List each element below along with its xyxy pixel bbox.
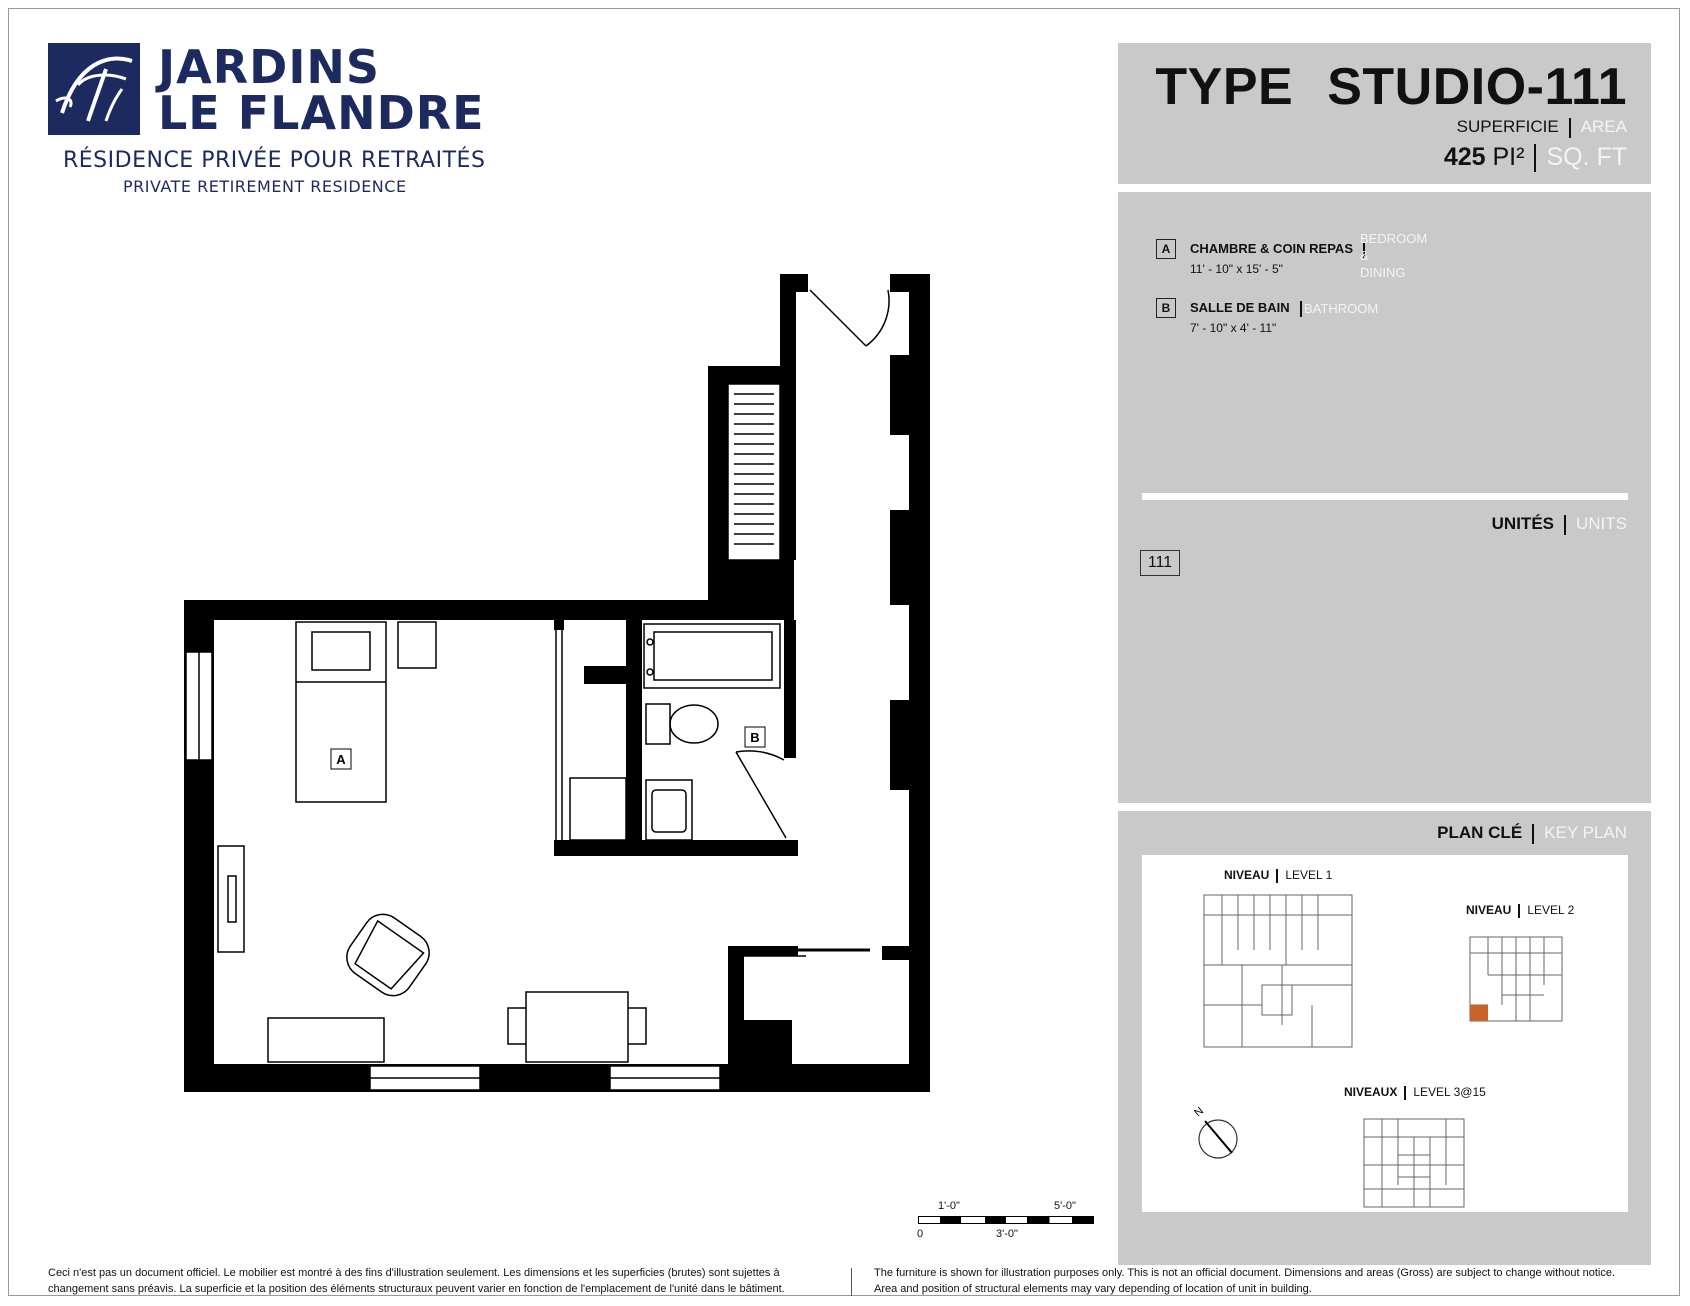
scale-label-3ft: 3'-0" [996,1228,1018,1240]
disclaimer-en: The furniture is shown for illustration purposes only. This is not an official document. Dimensions and areas (Gross) are subject to change without notice. Area and position of structural elements may vary depending of location of unit in building. [874,1267,1616,1295]
brand-name-line2: LE FLANDRE [158,86,485,140]
level-3-15-label: NIVEAUX LEVEL 3@15 [1344,1085,1486,1099]
key-plan-outlines [1142,855,1628,1212]
unit-highlight [1470,1005,1488,1021]
rooms-panel [1118,192,1651,803]
disclaimer-fr: Ceci n'est pas un document officiel. Le mobilier est montré à des fins d'illustration seulement. Les dimensions et les superficies (brutes) sont sujettes à changement sans préavis. La superficie et la position des éléments structuraux peuvent varier en fonction de l'emplacement de l'unité dans le bâtiment. [48,1267,785,1295]
unit-type-panel [1118,43,1651,184]
level-2-label: NIVEAU LEVEL 2 [1466,903,1575,917]
area-label: SUPERFICIE AREA [1456,117,1627,136]
svg-text:B: B [750,730,760,745]
room-letter: B [1156,298,1176,318]
svg-text:A: A [336,752,346,767]
scale-label-5ft: 5'-0" [1054,1200,1076,1212]
room-dimensions: 7' - 10" x 4' - 11" [1190,321,1277,335]
units-header: UNITÉS UNITS [1491,514,1627,533]
room-label-a [331,749,351,769]
divider [1142,493,1628,500]
tagline-en: PRIVATE RETIREMENT RESIDENCE [123,177,407,196]
key-plan-drawing [1142,855,1628,1212]
room-label-b [745,727,765,747]
scale-bar [918,1216,1094,1224]
room-letter: A [1156,239,1176,259]
room-name-fr: SALLE DE BAIN [1190,300,1312,317]
room-name-fr: CHAMBRE & COIN REPAS [1190,241,1375,258]
tagline-fr: RÉSIDENCE PRIVÉE POUR RETRAITÉS [63,148,486,173]
north-arrow-icon [1192,1105,1237,1158]
level-1-label: NIVEAU LEVEL 1 [1224,868,1333,882]
brand-name-line1: JARDINS [158,40,381,94]
room-dimensions: 11' - 10" x 15' - 5" [1190,262,1283,276]
key-plan-header: PLAN CLÉ KEY PLAN [1437,823,1627,842]
unit-number-badge: 111 [1140,550,1180,576]
room-name-en: BATHROOM [1304,301,1379,316]
scale-label-0: 0 [917,1228,924,1240]
scale-label-1ft: 1'-0" [938,1200,960,1212]
unit-type-title: TYPE STUDIO-111 [1155,58,1627,116]
disclaimer-divider [851,1268,852,1296]
room-name-en: BEDROOM & DINING [1360,231,1428,280]
svg-text:N: N [1192,1104,1207,1120]
area-value: 425 PI² SQ. FT [1443,143,1627,171]
key-plan-panel [1118,811,1651,1265]
